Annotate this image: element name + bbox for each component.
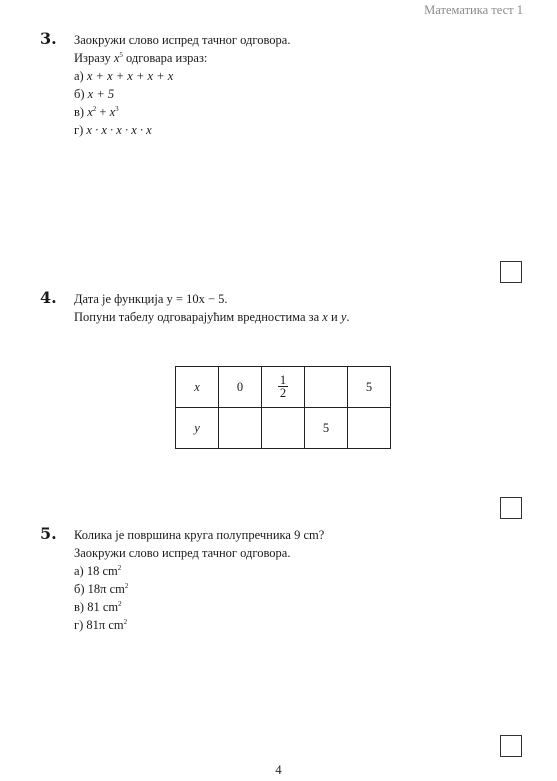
question-4-body <box>74 290 350 326</box>
question-5-option-a[interactable]: а) 18 $cm^2$ <box>74 564 122 578</box>
question-4-number: 4. <box>40 288 57 307</box>
table-header-x: x <box>176 367 219 408</box>
table-cell: 5 <box>305 408 348 449</box>
question-5-option-b[interactable]: б) 18π $cm^2$ <box>74 582 129 596</box>
question-3-option-g[interactable]: г) x · x · x · x · x <box>74 123 152 137</box>
test-title: Математика тест 1 <box>424 3 523 17</box>
table-cell-empty[interactable] <box>219 408 262 449</box>
question-3-body <box>74 31 290 139</box>
table-cell: 0 <box>219 367 262 408</box>
table-cell-empty[interactable] <box>348 408 391 449</box>
table-cell-empty[interactable] <box>305 367 348 408</box>
question-4-instruction: Попуни табелу одговарајућим вредностима за x и y. <box>74 310 350 324</box>
question-5-number: 5. <box>40 524 57 543</box>
page-number: 4 <box>275 763 282 777</box>
question-3-option-a[interactable]: а) x + x + x + x + x <box>74 69 174 83</box>
score-box-question-3[interactable] <box>500 261 522 283</box>
table-row-y <box>176 408 391 449</box>
question-3-option-v[interactable]: в) $x^2 + x^3$ <box>74 105 119 119</box>
question-5-question: Колика је површина круга полупречника 9 cm? <box>74 528 325 542</box>
question-5-body <box>74 526 324 634</box>
table-cell: 5 <box>348 367 391 408</box>
table-row-x <box>176 367 391 408</box>
question-3-prompt: Изразу $x^5$ одговара израз: <box>74 51 208 65</box>
score-box-question-4[interactable] <box>500 497 522 519</box>
score-box-question-5[interactable] <box>500 735 522 757</box>
question-4-function: Дата је функција y = 10x − 5. <box>74 292 228 306</box>
question-3-instruction: Заокружи слово испред тачног одговора. <box>74 33 291 47</box>
question-3-option-b[interactable]: б) x + 5 <box>74 87 115 101</box>
question-5-option-g[interactable]: г) 81π $cm^2$ <box>74 618 128 632</box>
question-5-instruction: Заокружи слово испред тачног одговора. <box>74 546 291 560</box>
question-3-number: 3. <box>40 29 57 48</box>
table-header-y: y <box>176 408 219 449</box>
table-cell-empty[interactable] <box>262 408 305 449</box>
value-table <box>175 366 391 449</box>
question-5-option-v[interactable]: в) 81 $cm^2$ <box>74 600 122 614</box>
table-cell-fraction: $\frac{1}{2}$ <box>262 367 305 408</box>
